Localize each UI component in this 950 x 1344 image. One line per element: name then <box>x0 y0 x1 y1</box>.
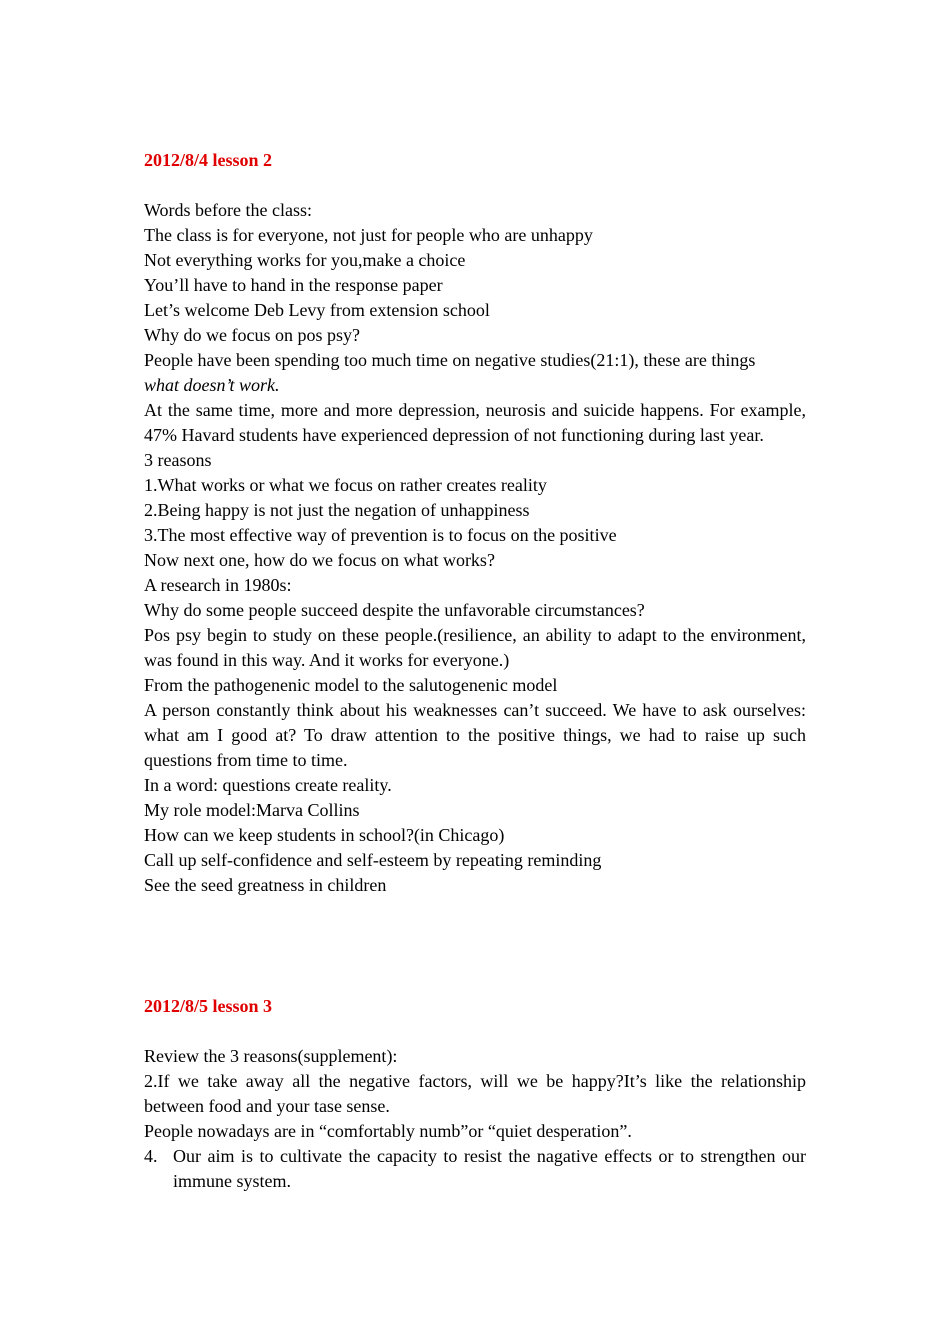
negative-studies-paragraph <box>144 348 806 398</box>
paragraph: Not everything works for you,make a choice <box>144 250 466 270</box>
paragraph: Let’s welcome Deb Levy from extension school <box>144 300 490 320</box>
list-item-text: Our aim is to cultivate the capacity to resist the nagative effects or to strengthen our immune system. <box>173 1146 806 1191</box>
lesson2-heading: 2012/8/4 lesson 2 <box>144 150 273 170</box>
paragraph: 2.Being happy is not just the negation of unhappiness <box>144 500 530 520</box>
paragraph: The class is for everyone, not just for people who are unhappy <box>144 225 593 245</box>
document-page <box>144 148 806 1194</box>
paragraph: People nowadays are in “comfortably numb”or “quiet desperation”. <box>144 1121 632 1141</box>
numbered-list-item <box>144 1144 806 1194</box>
paragraph: Pos psy begin to study on these people.(resilience, an ability to adapt to the environment, was found in this way. And it works for everyone.) <box>144 625 806 670</box>
paragraph: Now next one, how do we focus on what works? <box>144 550 495 570</box>
paragraph: 2.If we take away all the negative factors, will we be happy?It’s like the relationship between food and your tase sense. <box>144 1071 806 1116</box>
spacer <box>144 898 806 994</box>
paragraph: Review the 3 reasons(supplement): <box>144 1046 398 1066</box>
lesson3-heading: 2012/8/5 lesson 3 <box>144 996 273 1016</box>
negative-studies-italic: what doesn’t work. <box>144 375 280 395</box>
paragraph: Call up self-confidence and self-esteem by repeating reminding <box>144 850 602 870</box>
paragraph: Why do we focus on pos psy? <box>144 325 360 345</box>
spacer <box>144 1019 806 1044</box>
paragraph: Words before the class: <box>144 200 312 220</box>
paragraph: At the same time, more and more depression, neurosis and suicide happens. For example, 47% Havard students have experienced depression of not functioning during last year. <box>144 400 806 445</box>
paragraph: In a word: questions create reality. <box>144 775 392 795</box>
paragraph: See the seed greatness in children <box>144 875 387 895</box>
spacer <box>144 173 806 198</box>
paragraph: From the pathogenenic model to the salutogenenic model <box>144 675 558 695</box>
paragraph: My role model:Marva Collins <box>144 800 360 820</box>
list-number: 4. <box>144 1146 158 1166</box>
paragraph: How can we keep students in school?(in Chicago) <box>144 825 505 845</box>
paragraph: 3 reasons <box>144 450 212 470</box>
paragraph: A research in 1980s: <box>144 575 292 595</box>
paragraph: You’ll have to hand in the response paper <box>144 275 443 295</box>
negative-studies-text: People have been spending too much time on negative studies(21:1), these are things <box>144 350 756 370</box>
paragraph: 1.What works or what we focus on rather creates reality <box>144 475 547 495</box>
paragraph: A person constantly think about his weaknesses can’t succeed. We have to ask ourselves: what am I good at? To draw attention to the positive things, we had to raise up such questions from time to time. <box>144 700 806 770</box>
paragraph: Why do some people succeed despite the unfavorable circumstances? <box>144 600 645 620</box>
paragraph: 3.The most effective way of prevention is to focus on the positive <box>144 525 617 545</box>
